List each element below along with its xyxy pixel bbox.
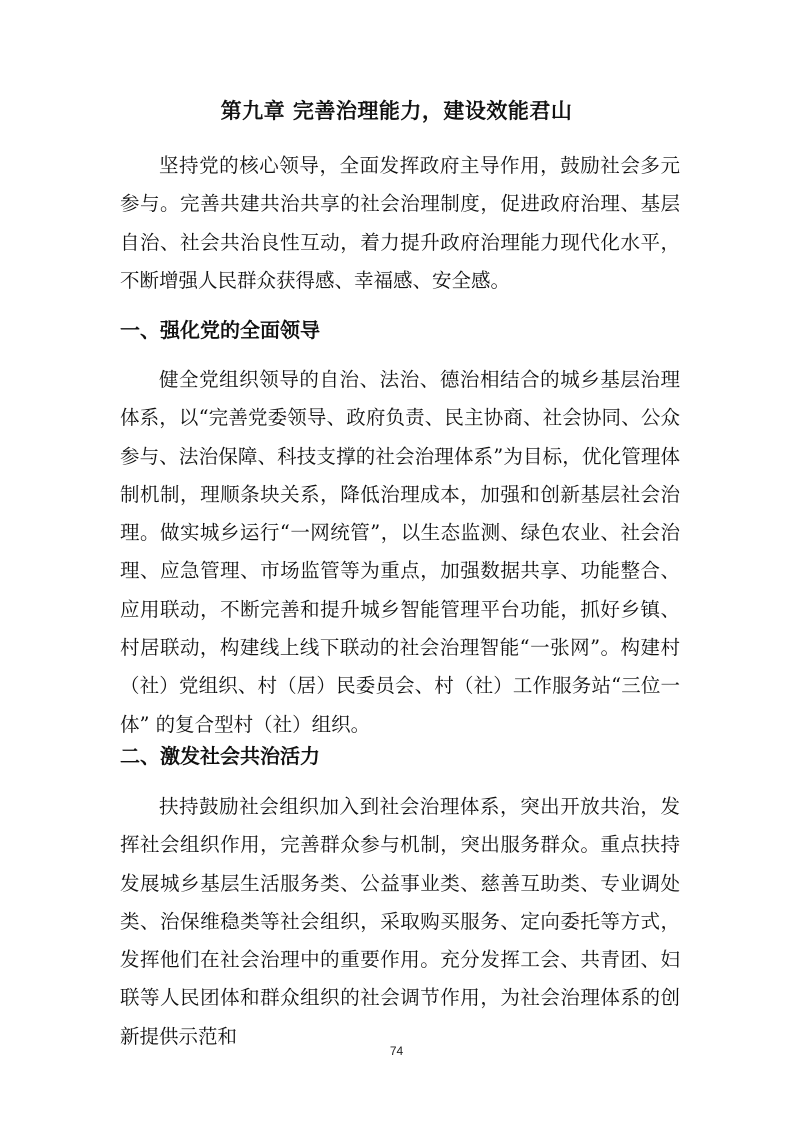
page-number: 74 bbox=[389, 1044, 404, 1058]
chapter-title: 第九章 完善治理能力，建设效能君山 bbox=[220, 99, 573, 123]
section-heading-2: 二、激发社会共治活力 bbox=[120, 744, 320, 768]
section-2-paragraph: 扶持鼓励社会组织加入到社会治理体系，突出开放共治，发挥社会组织作用，完善群众参与机制，突出服务群众。重点扶持发展城乡基层生活服务类、公益事业类、慈善互助类、专业调处类、治保维稳类等社会组织，采取购买服务、定向委托等方式，发挥他们在社会治理中的重要作用。充分发挥工会、共青团、妇联等人民团体和群众组织的社会调节作用，为社会治理体系的创新提供示范和 bbox=[120, 795, 680, 1048]
section-1-paragraph: 健全党组织领导的自治、法治、德治相结合的城乡基层治理体系，以“完善党委领导、政府负责、民主协商、社会协同、公众参与、法治保障、科技支撑的社会治理体系”为目标，优化管理体制机制，理顺条块关系，降低治理成本，加强和创新基层社会治理。做实城乡运行“一网统管”，以生态监测、绿色农业、社会治理、应急管理、市场监管等为重点，加强数据共享、功能整合、应用联动，不断完善和提升城乡智能管理平台功能，抓好乡镇、村居联动，构建线上线下联动的社会治理智能“一张网”。构建村（社）党组织、村（居）民委员会、村（社）工作服务站“三位一体” 的复合型村（社）组织。 bbox=[120, 368, 680, 736]
intro-paragraph: 坚持党的核心领导，全面发挥政府主导作用，鼓励社会多元参与。完善共建共治共享的社会治理制度，促进政府治理、基层自治、社会共治良性互动，着力提升政府治理能力现代化水平，不断增强人民群众获得感、幸福感、安全感。 bbox=[120, 154, 680, 292]
section-heading-1: 一、强化党的全面领导 bbox=[120, 318, 320, 342]
